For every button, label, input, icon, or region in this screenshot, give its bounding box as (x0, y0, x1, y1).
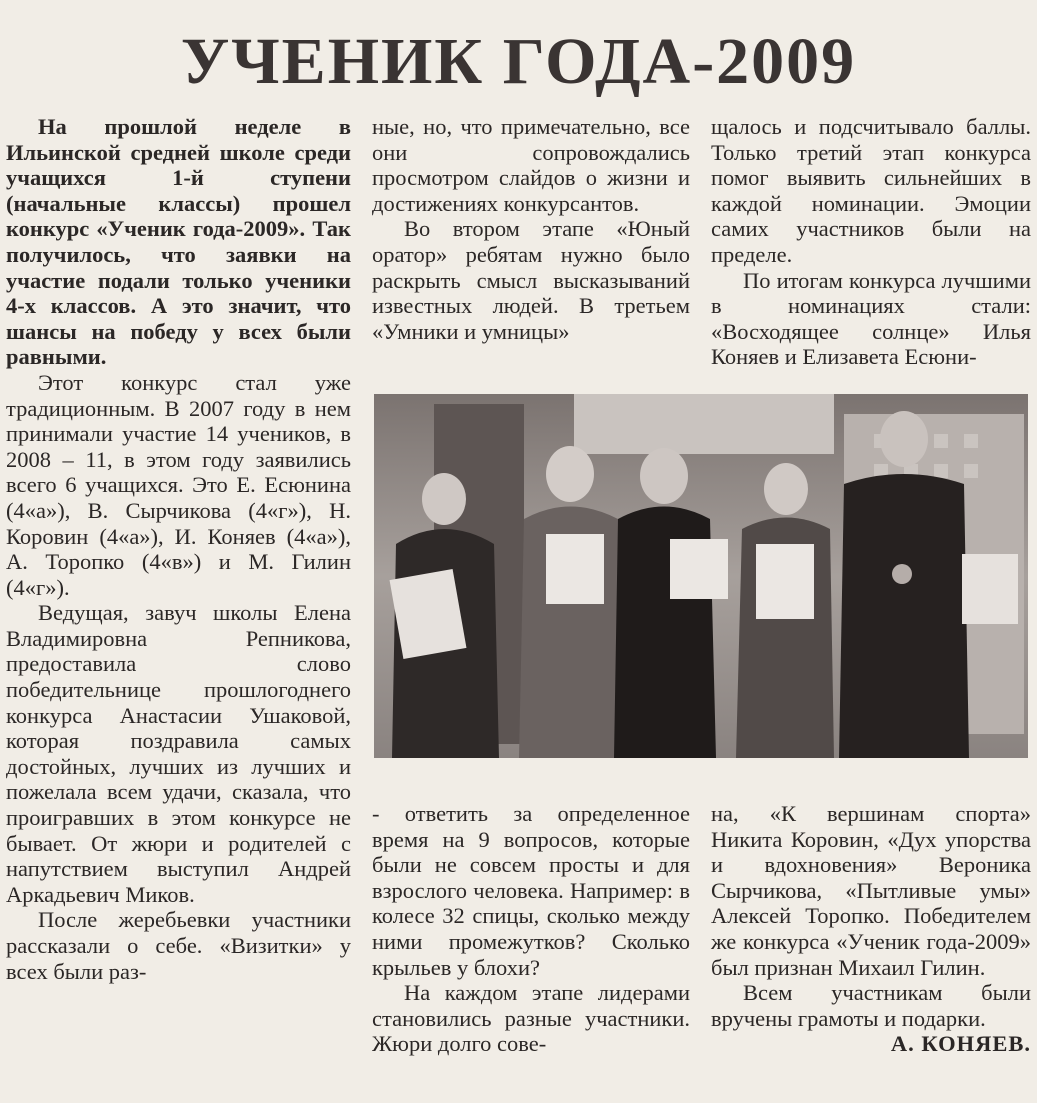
paragraph: Ведущая, завуч школы Елена Владимировна Репникова, предоставила слово победительнице прошлогоднего конкурса Анастасии Ушаковой, которая поздравила самых достойных, лучших из лучших и пожелала всем удачи, сказала, что проигравших в этом конкурсе не бывает. От жюри и родителей с напутствием выступил Андрей Аркадьевич Миков. (6, 600, 351, 907)
group-photo (374, 394, 1028, 758)
column-2-top (372, 114, 690, 344)
paragraph: - ответить за определенное время на 9 вопросов, которые были не совсем просты и для взрослого человека. Например: в колесе 32 спицы, сколько между ними промежутков? Сколько крыльев у блохи? (372, 801, 690, 980)
photo-image (374, 394, 1028, 758)
column-1 (6, 114, 351, 984)
headline: УЧЕНИК ГОДА-2009 (180, 25, 857, 98)
paragraph: На каждом этапе лидерами становились разные участники. Жюри долго сове- (372, 980, 690, 1057)
paragraph: Этот конкурс стал уже традиционным. В 2007 году в нем принимали участие 14 учеников, в 2008 – 11, в этом году заявились всего 6 учащихся. Это Е. Есюнина (4«а»), В. Сырчикова (4«г»), Н. Коровин (4«а»), И. Коняев (4«а»), А. Торопко (4«в») и М. Гилин (4«г»). (6, 369, 351, 600)
paragraph: Всем участникам были вручены грамоты и подарки. (711, 980, 1031, 1031)
paragraph: После жеребьевки участники рассказали о себе. «Визитки» у всех были раз- (6, 907, 351, 984)
paragraph: ные, но, что примечательно, все они сопровождались просмотром слайдов о жизни и достижениях конкурсантов. (372, 114, 690, 216)
paragraph: По итогам конкурса лучшими в номинациях стали: «Восходящее солнце» Илья Коняев и Елизавета Есюни- (711, 267, 1031, 370)
paragraph: Во втором этапе «Юный оратор» ребятам нужно было раскрыть смысл высказываний известных людей. В третьем «Умники и умницы» (372, 216, 690, 344)
paragraph: щалось и подсчитывало баллы. Только третий этап конкурса помог выявить сильнейших в каждой номинации. Эмоции самих участников были на пределе. (711, 114, 1031, 267)
column-3-bottom (711, 801, 1031, 1057)
column-3-top (711, 114, 1031, 370)
author-signature: А. КОНЯЕВ. (890, 1031, 1031, 1057)
lead-paragraph: На прошлой неделе в Ильинской средней школе среди учащихся 1-й ступени (начальные классы) прошел конкурс «Ученик года-2009». Так получилось, что заявки на участие подали только ученики 4-х классов. А это значит, что шансы на победу у всех были равными. (6, 114, 351, 370)
paragraph: на, «К вершинам спорта» Никита Коровин, «Дух упорства и вдохновения» Вероника Сырчикова, «Пытливые умы» Алексей Торопко. Победителем же конкурса «Ученик года-2009» был признан Михаил Гилин. (711, 801, 1031, 980)
column-2-bottom (372, 801, 690, 1057)
